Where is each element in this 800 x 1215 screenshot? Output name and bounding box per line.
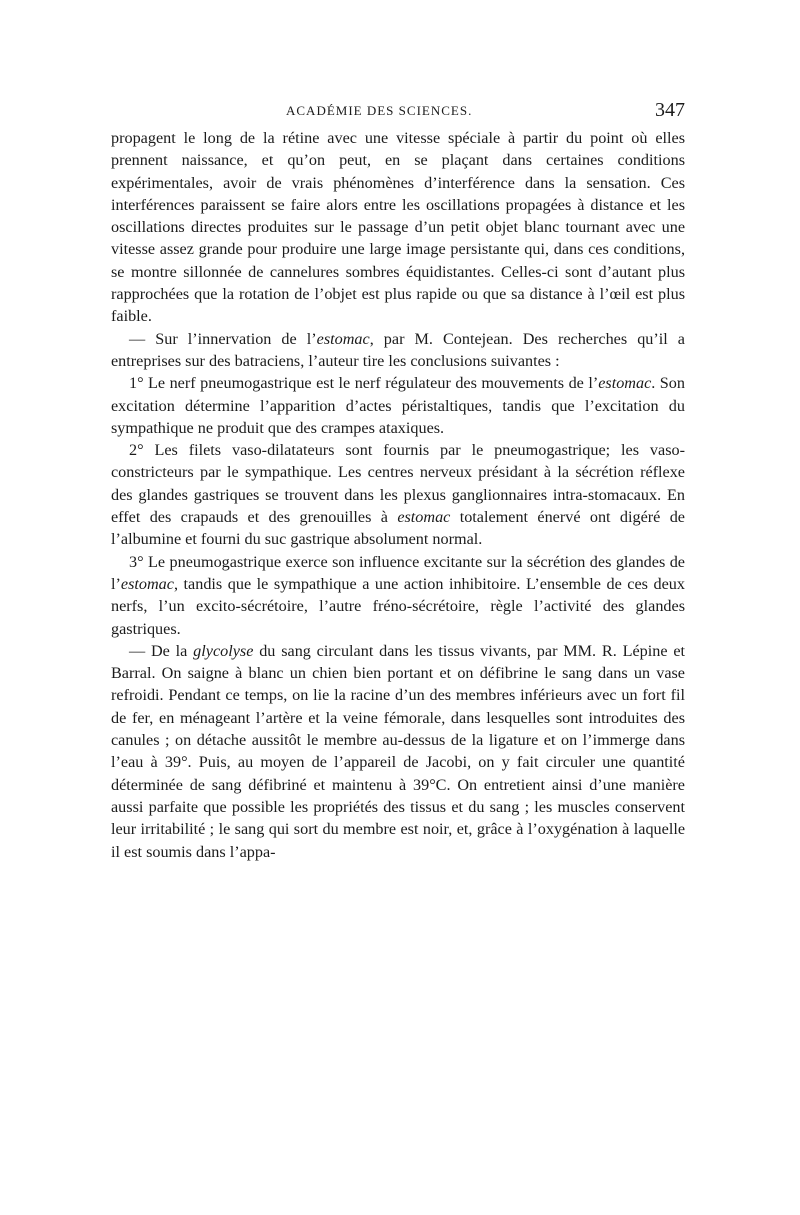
paragraph-vision-continuation — [111, 127, 685, 328]
page-number: 347 — [655, 99, 685, 121]
text-run: , tandis que le sympathique a une action inhibitoire. L’ensemble de ces deux nerfs, l’un excito-sécrétoire, l’autre fréno-sécrétoire, règle l’activité des glandes gastriques. — [111, 574, 685, 638]
italic-term: estomac — [598, 374, 652, 393]
text-run: — De la — [129, 641, 194, 660]
text-run: du sang circulant dans les tissus vivants, par MM. R. Lépine et Barral. On saigne à blanc un chien bien portant et on défibrine le sang dans un vase refroidi. Pendant ce temps, on lie la racine d’un des membres inférieurs avec un fort fil de fer, en ménageant l’artère et la veine fémorale, dans lesquelles sont introduites des canules ; on détache aussitôt le membre au-dessus de la ligature et on l’immerge dans l’eau à 39°. Puis, au moyen de l’appareil de Jacobi, on y fait circuler une quantité déterminée de sang défibriné et maintenu à 39°C. On entretient ainsi d’une manière aussi parfaite que possible les propriétés des tissus et du sang ; les muscles conservent leur irritabilité ; le sang qui sort du membre est noir, et, grâce à l’oxygénation à laquelle il est soumis dans l’appa- — [111, 641, 685, 861]
text-run: . Son excitation détermine l’apparition d’actes péristaltiques, tandis que l’excitation du sympathique ne produit que des crampes ataxiques. — [111, 374, 685, 437]
paragraph-glycolyse — [111, 640, 685, 863]
text-run: — Sur l’innervation de l’ — [129, 329, 317, 348]
running-head — [111, 99, 685, 123]
italic-term: estomac — [316, 329, 370, 348]
running-title: ACADÉMIE DES SCIENCES. — [286, 103, 473, 118]
italic-term: glycolyse — [193, 641, 254, 660]
italic-term: estomac — [120, 574, 174, 593]
body-text — [111, 127, 685, 863]
text-run: 2° Les filets vaso-dilatateurs sont fournis par le pneumogastrique; les vaso-constricteurs par le sympathique. Les centres nerveux présidant à la sécrétion réflexe des glandes gastriques se trouvent dans les plexus ganglionnaires intra-stomacaux. En effet des crapauds et des grenouilles à — [111, 441, 685, 527]
text-run: totalement énervé ont digéré de l’albumine et fourni du suc gastrique absolument normal. — [111, 508, 685, 549]
italic-term: estomac — [397, 508, 451, 527]
text-run: 3° Le pneumogastrique exerce son influence excitante sur la sécrétion des glandes de l’ — [111, 552, 685, 593]
paragraph-conclusion-1 — [111, 372, 685, 439]
paragraph-conclusion-2 — [111, 439, 685, 550]
book-page — [111, 0, 685, 1215]
text-run: , par M. Contejean. Des recherches qu’il a entreprises sur des batraciens, l’auteur tire les conclusions suivantes : — [111, 329, 685, 370]
text-run: propagent le long de la rétine avec une vitesse spéciale à partir du point où elles prennent naissance, et qu’on peut, en se plaçant dans certaines conditions expérimentales, avoir de vrais phénomènes d’interférence dans la sensation. Ces interférences paraissent se faire alors entre les oscillations propagées à distance et les oscillations directes produites sur le passage d’un petit objet blanc tournant avec une vitesse assez grande pour produire une large image persistante qui, dans ces conditions, se montre sillonnée de cannelures sombres équidistantes. Celles-ci sont d’autant plus rapprochées que la rotation de l’objet est plus rapide ou que sa distance à l’œil est plus faible. — [111, 129, 685, 326]
paragraph-innervation-estomac — [111, 328, 685, 373]
paragraph-conclusion-3 — [111, 551, 685, 640]
text-run: 1° Le nerf pneumogastrique est le nerf régulateur des mouvements de l’ — [129, 374, 599, 393]
